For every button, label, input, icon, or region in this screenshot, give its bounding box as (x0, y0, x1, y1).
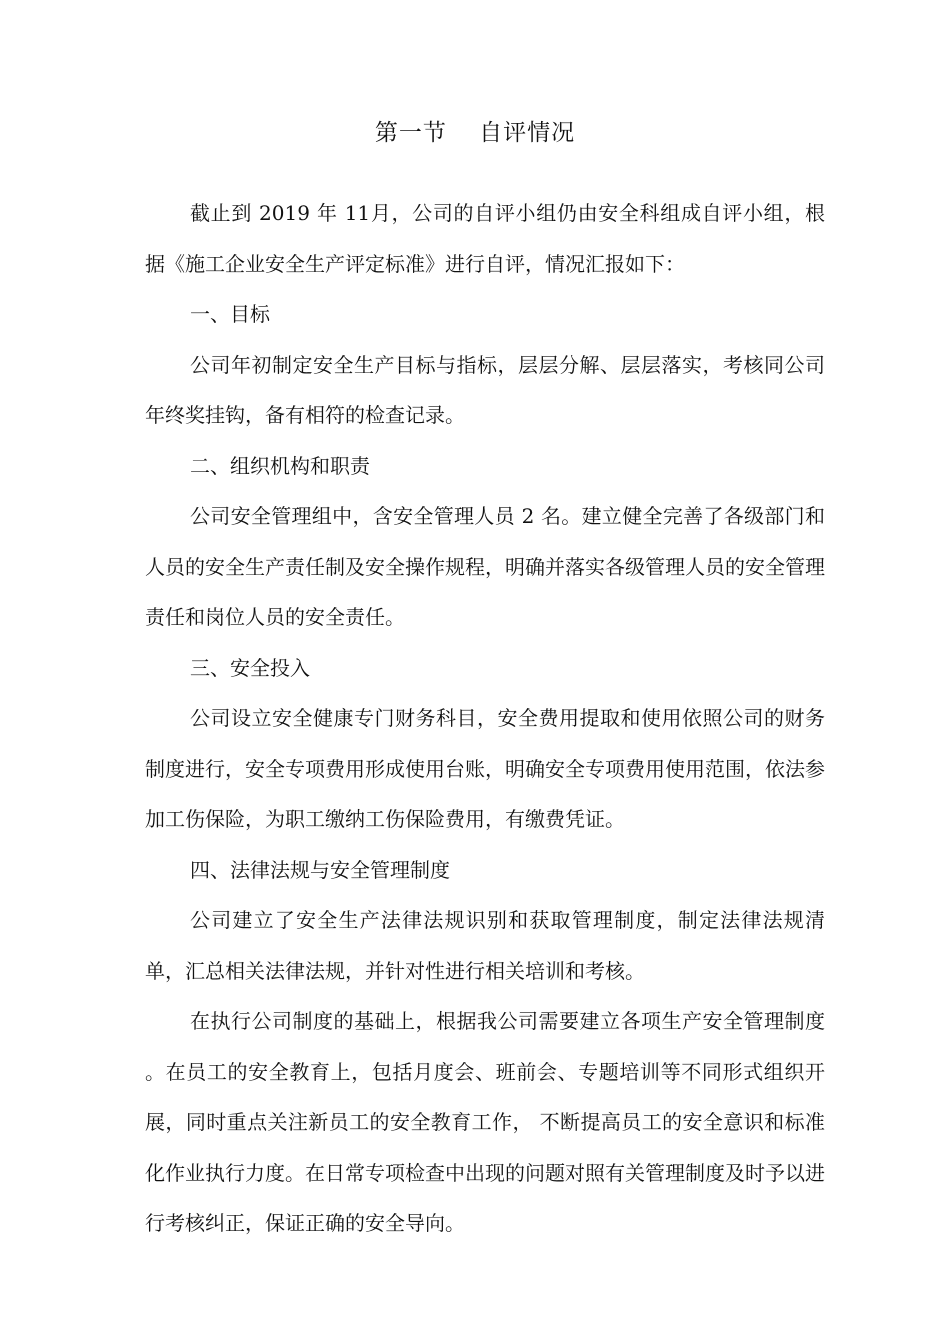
heading-safety-investment: 三、安全投入 (190, 655, 310, 680)
heading-goals: 一、目标 (190, 302, 270, 326)
heading-organization: 二、组织机构和职责 (190, 453, 370, 478)
intro-paragraph: 截止到 2019 年 11月，公司的自评小组仍由安全科组成自评小组，根据《施工企业安全生产评定标准》进行自评，情况汇报如下： (145, 201, 825, 276)
safety-investment-paragraph: 公司设立安全健康专门财务科目，安全费用提取和使用依照公司的财务制度进行，安全专项费用形成使用台账，明确安全专项费用使用范围，依法参加工伤保险，为职工缴纳工伤保险费用，有缴费凭证。 (145, 706, 825, 831)
heading-laws-regulations: 四、法律法规与安全管理制度 (190, 857, 450, 882)
organization-paragraph: 公司安全管理组中，含安全管理人员 2 名。建立健全完善了各级部门和人员的安全生产责任制及安全操作规程，明确并落实各级管理人员的安全管理责任和岗位人员的安全责任。 (145, 504, 825, 629)
management-system-paragraph: 在执行公司制度的基础上，根据我公司需要建立各项生产安全管理制度 。在员工的安全教育上，包括月度会、班前会、专题培训等不同形式组织开展，同时重点关注新员工的安全教育工作， 不断提高员工的安全意识和标准化作业执行力度。在日常专项检查中出现的问题对照有关管理制度及时予以进行考核纠正，保证正确的安全导向。 (145, 1009, 825, 1235)
goals-paragraph: 公司年初制定安全生产目标与指标，层层分解、层层落实，考核同公司年终奖挂钩，备有相符的检查记录。 (145, 352, 825, 427)
section-title: 第一节 自评情况 (374, 120, 576, 146)
laws-paragraph: 公司建立了安全生产法律法规识别和获取管理制度，制定法律法规清单，汇总相关法律法规，并针对性进行相关培训和考核。 (145, 908, 825, 983)
document-body (145, 188, 825, 1249)
